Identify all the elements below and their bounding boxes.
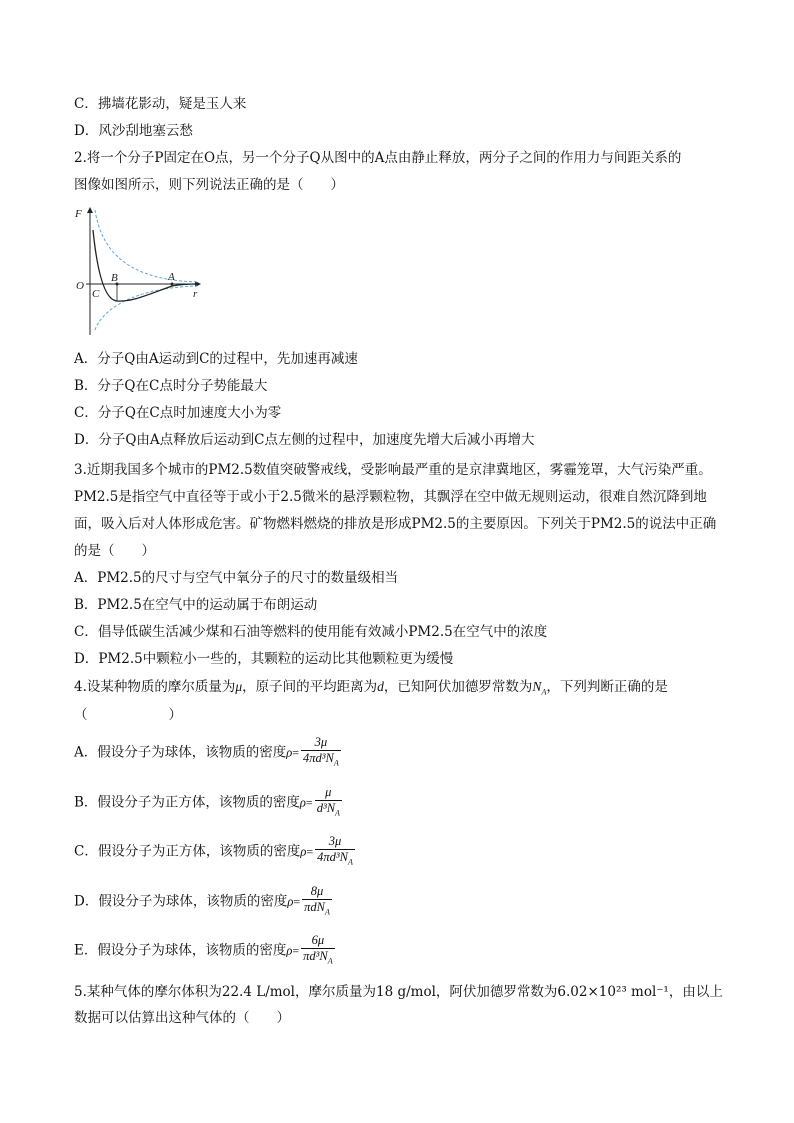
q4-option-c-formula: $\frac{3\mu}{4\pi d^3N_A}$ (317, 834, 353, 867)
point-b-label: B (111, 272, 118, 284)
q3-option-c: C．倡导低碳生活减少煤和石油等燃料的使用能有效减小PM2.5在空气中的浓度 (74, 624, 548, 640)
q4-option-b-text: B．假设分子为正方体，该物质的密度 (74, 794, 300, 811)
q3-stem: 3.近期我国多个城市的PM2.5数值突破警戒线，受影响最严重的是京津冀地区，雾霾笼罩，大气污染严重。PM2.5是指空气中直径等于或小于2.5微米的悬浮颗粒物，其飘浮在空中做无规则运动，很难自然沉降到地面，吸入后对人体形成危害。矿物燃料燃烧的排放是形成PM2.5的主要原因。下列关于PM2.5的说法中正确的是（ ） (74, 462, 717, 559)
q4-option-a-text: A．假设分子为球体，该物质的密度 (74, 744, 287, 761)
q4-option-e: E．假设分子为球体，该物质的密度ρ= $\frac{6\mu}{\pi d^3N_A}$ (74, 933, 335, 969)
na-symbol: $N_A$ (532, 679, 547, 697)
point-a-label: A (168, 271, 175, 283)
y-axis-label: F (75, 208, 82, 220)
d-symbol: d (377, 679, 384, 694)
q4-option-b: B．假设分子为正方体，该物质的密度ρ= $\frac{\mu}{d^3N_A}$ (74, 785, 342, 821)
q4-stem-part-c: ，已知阿伏加德罗常数为 (383, 679, 533, 695)
q5-stem-line2: 数据可以估算出这种气体的（ ） (74, 1010, 290, 1026)
q4-option-e-text: E．假设分子为球体，该物质的密度 (74, 942, 287, 959)
q2-stem-line1: 2.将一个分子P固定在O点，另一个分子Q从图中的A点由静止释放，两分子之间的作用力与间距关系的 (74, 150, 682, 166)
q4-stem-part-b: ，原子间的平均距离为 (242, 679, 378, 695)
force-distance-graph (72, 200, 212, 340)
mu-symbol: μ (235, 679, 243, 694)
force-curve (93, 230, 197, 301)
q4-stem-line2: （ ） (74, 707, 182, 723)
q3-option-a: A．PM2.5的尺寸与空气中氧分子的尺寸的数量级相当 (74, 570, 399, 586)
q4-option-a: A．假设分子为球体，该物质的密度ρ= $\frac{3\mu}{4\pi d^3N_A}$ (74, 735, 341, 771)
q4-stem-line1 (74, 677, 668, 703)
q4-option-c: C．假设分子为正方体，该物质的密度ρ= $\frac{3\mu}{4\pi d^3N_A}$ (74, 834, 355, 870)
point-c-label: C (92, 288, 100, 300)
q4-option-e-formula: $\frac{6\mu}{\pi d^3N_A}$ (303, 933, 333, 966)
q3-option-d: D．PM2.5中颗粒小一些的，其颗粒的运动比其他颗粒更为缓慢 (74, 651, 454, 667)
q4-option-d: D．假设分子为球体，该物质的密度ρ= $\frac{8\mu}{\pi dN_A}$ (74, 884, 332, 920)
lower-dashed-curve (95, 286, 197, 330)
q4-stem-part-a: 4.设某种物质的摩尔质量为 (74, 679, 236, 695)
x-axis-label: r (193, 288, 198, 300)
q2-option-a: A．分子Q由A运动到C的过程中，先加速再减速 (74, 351, 358, 367)
q4-option-c-text: C．假设分子为正方体，该物质的密度 (74, 843, 301, 860)
origin-label: O (76, 280, 84, 292)
q4-option-d-formula: $\frac{8\mu}{\pi dN_A}$ (304, 884, 330, 917)
q2-option-d: D．分子Q由A点释放后运动到C点左侧的过程中，加速度先增大后减小再增大 (74, 432, 535, 448)
q4-option-d-text: D．假设分子为球体，该物质的密度 (74, 893, 288, 910)
q1-option-d: D．风沙刮地塞云愁 (74, 123, 193, 139)
q4-option-a-formula: $\frac{3\mu}{4\pi d^3N_A}$ (303, 735, 339, 768)
q3-option-b: B．PM2.5在空气中的运动属于布朗运动 (74, 597, 318, 613)
q1-option-c: C．拂墙花影动，疑是玉人来 (74, 96, 247, 112)
q4-option-b-formula: $\frac{\mu}{d^3N_A}$ (316, 785, 340, 818)
q2-option-c: C．分子Q在C点时加速度大小为零 (74, 405, 282, 421)
q5-stem-line1: 5.某种气体的摩尔体积为22.4 L/mol，摩尔质量为18 g/mol，阿伏加德罗常数为6.02×10²³ mol⁻¹，由以上 (74, 984, 723, 1000)
q2-stem-line2: 图像如图所示，则下列说法正确的是（ ） (74, 177, 344, 193)
q2-option-b: B．分子Q在C点时分子势能最大 (74, 378, 268, 394)
q4-stem-part-d: ，下列判断正确的是 (546, 679, 668, 695)
